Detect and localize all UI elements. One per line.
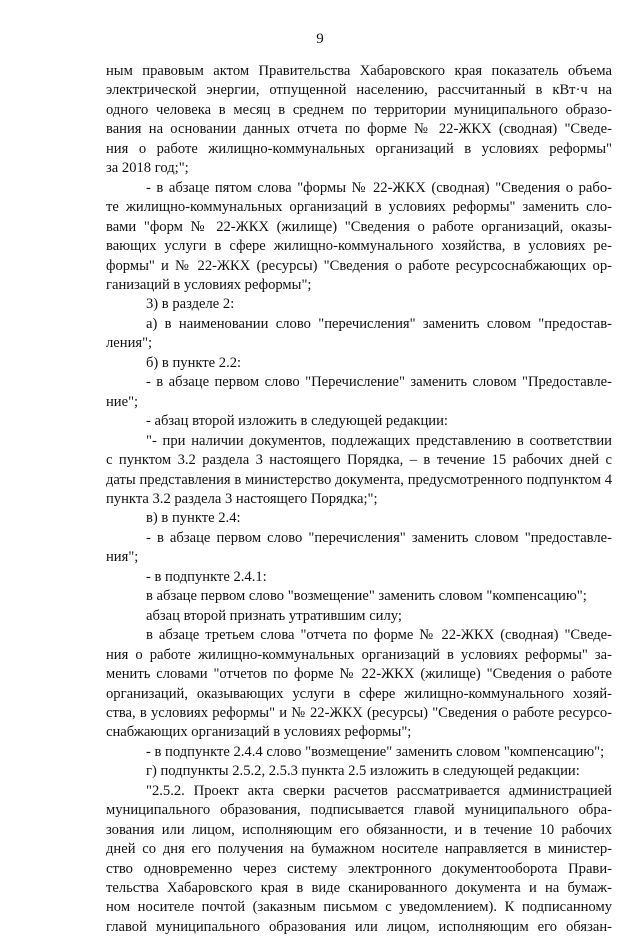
text-line: за 2018 год;"; [106,160,189,177]
text-line: зования или лицом, исполняющим его обязанности, и в течение 10 рабочих [106,821,612,838]
paragraph [106,607,612,626]
text-line: те жилищно-коммунальных организаций в условиях реформы" заменить сло- [106,199,612,216]
paragraph [106,509,612,528]
text-line: ния о работе жилищно-коммунальных организаций в условиях реформы" за- [106,646,612,663]
paragraph [106,626,612,743]
paragraph [106,373,612,412]
text-line: - в подпункте 2.4.1: [146,568,267,585]
text-line: одного человека в месяц в среднем по территории муниципального образо- [106,101,612,118]
text-line: а) в наименовании слово "перечисления" заменить словом "предостав- [146,315,612,332]
text-line: - в абзаце первом слово "перечисления" заменить словом "предоставле- [146,529,612,546]
text-line: ство одновременно через систему электронного документооборота Прави- [106,860,612,877]
paragraph [106,432,612,510]
text-line: снабжающих организаций в условиях реформы"; [106,724,412,741]
paragraph [106,568,612,587]
text-line: - в подпункте 2.4.4 слово "возмещение" заменить словом "компенсацию"; [146,743,605,760]
paragraph [106,179,612,296]
text-line: ганизаций в условиях реформы"; [106,276,312,293]
text-line: вания на основании данных отчета по форме № 22-ЖКХ (сводная) "Сведе- [106,121,612,138]
text-line: дней со дня его получения на бумажном носителе направляется в министер- [106,841,612,858]
text-line: ным правовым актом Правительства Хабаровского края показатель объема [106,63,612,79]
text-line: - в абзаце пятом слова "формы № 22-ЖКХ (сводная) "Сведения о рабо- [146,179,612,196]
text-line: "2.5.2. Проект акта сверки расчетов рассматривается администрацией [146,782,612,799]
paragraph [106,62,612,179]
paragraph [106,587,612,606]
document-body [106,62,612,937]
paragraph [106,782,612,937]
text-line: пункта 3.2 раздела 3 настоящего Порядка;"; [106,490,378,507]
text-line: 3) в разделе 2: [146,296,235,313]
text-line: абзац второй признать утратившим силу; [146,607,402,624]
text-line: ства, в условиях реформы" и № 22-ЖКХ (ресурсы) "Сведения о работе ресурсо- [106,704,612,721]
page-number: 9 [316,31,324,47]
text-line: ние"; [106,393,139,410]
text-line: муниципального образования, подписывается главой муниципального обра- [106,802,612,819]
text-line: в абзаце третьем слова "отчета по форме № 22-ЖКХ (сводная) "Сведе- [146,627,612,644]
text-line: менить словами "отчетов по форме № 22-ЖКХ (жилище) "Сведения о работе [106,666,612,683]
text-line: ния"; [106,549,139,566]
text-line: вающих услуги в сфере жилищно-коммунального хозяйства, в условиях ре- [106,238,612,255]
paragraph [106,412,612,431]
text-line: - в абзаце первом слово "Перечисление" заменить словом "Предоставле- [146,374,612,391]
text-line: в абзаце первом слово "возмещение" заменить словом "компенсацию"; [146,588,587,605]
text-line: тельства Хабаровского края в виде сканированного документа и на бумаж- [106,880,612,897]
paragraph [106,295,612,314]
text-line: г) подпункты 2.5.2, 2.5.3 пункта 2.5 изложить в следующей редакции: [146,763,580,780]
paragraph [106,354,612,373]
text-line: организаций, оказывающих услуги в сфере жилищно-коммунального хозяй- [106,685,612,702]
text-line: вами "форм № 22-ЖКХ (жилище) "Сведения о работе организаций, оказы- [106,218,612,235]
paragraph [106,762,612,781]
text-line: даты представления в министерство документа, предусмотренного подпунктом 4 [106,471,612,488]
text-line: "- при наличии документов, подлежащих представлению в соответствии [146,432,612,449]
text-line: главой муниципального образования или лицом, исполняющим его обязан- [106,918,612,935]
text-line: в) в пункте 2.4: [146,510,241,527]
text-line: ном носителе почтой (заказным письмом с уведомлением). К подписанному [106,899,612,916]
paragraph [106,315,612,354]
text-line: формы" и № 22-ЖКХ (ресурсы) "Сведения о работе ресурсоснабжающих ор- [106,257,612,274]
text-line: с пунктом 3.2 раздела 3 настоящего Порядка, – в течение 15 рабочих дней с [106,452,612,469]
text-line: ления"; [106,335,153,352]
paragraph [106,743,612,762]
text-line: ния о работе жилищно-коммунальных организаций в условиях реформы" [106,140,612,157]
text-line: электрической энергии, отпущенной населению, рассчитанный в кВт·ч на [106,82,612,99]
text-line: б) в пункте 2.2: [146,354,242,371]
text-line: - абзац второй изложить в следующей редакции: [146,413,448,430]
paragraph [106,529,612,568]
